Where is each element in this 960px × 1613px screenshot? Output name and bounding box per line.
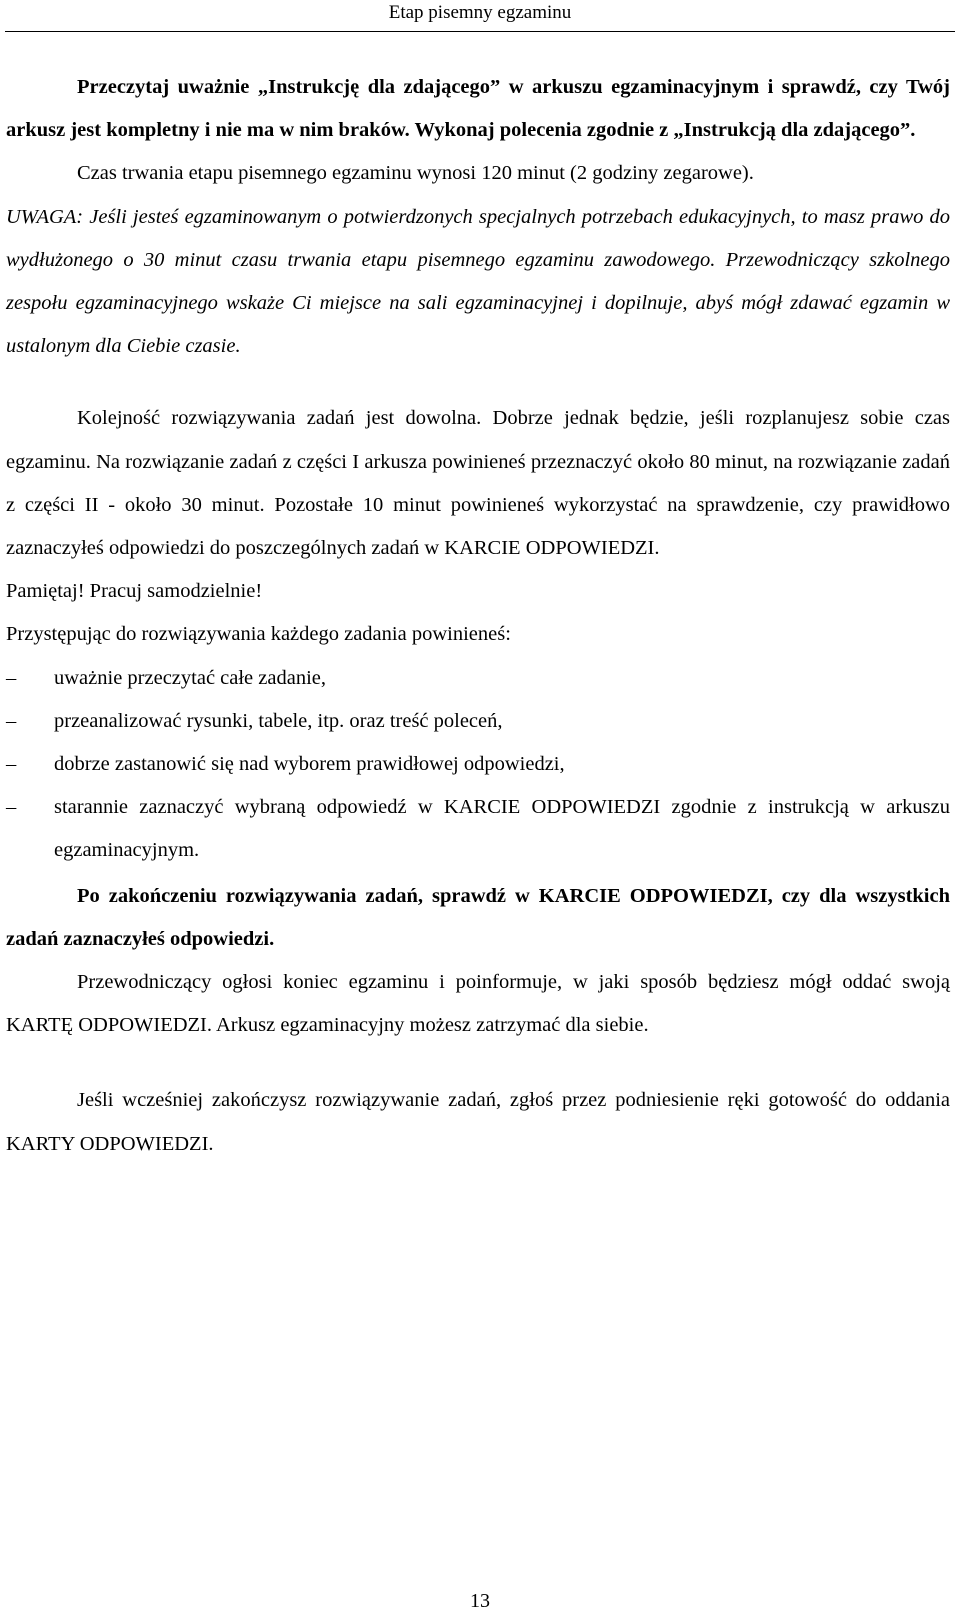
- list-item: [6, 786, 950, 872]
- list-item: [6, 743, 950, 786]
- early-finish-paragraph: Jeśli wcześniej zakończysz rozwiązywanie zadań, zgłoś przez podniesienie ręki gotowość do oddania KARTY ODPOWIEDZI.: [6, 1089, 950, 1155]
- list-item: [6, 700, 950, 743]
- list-item-text: przeanalizować rysunki, tabele, itp. oraz treść poleceń,: [54, 709, 503, 732]
- warning-paragraph: UWAGA: Jeśli jesteś egzaminowanym o potwierdzonych specjalnych potrzebach edukacyjnych, to masz prawo do wydłużonego o 30 minut czasu trwania etapu pisemnego egzaminu zawodowego. Przewodniczący szkolnego zespołu egzaminacyjnego wskaże Ci miejsce na sali egzaminacyjnej i dopilnuje, abyś mógł zdawać egzamin w ustalonym dla Ciebie czasie.: [6, 205, 950, 358]
- list-item-text: starannie zaznaczyć wybraną odpowiedź w KARCIE ODPOWIEDZI zgodnie z instrukcją w arkuszu egzaminacyjnym.: [54, 796, 950, 862]
- dash-bullet: –: [6, 666, 17, 689]
- header-title: Etap pisemny egzaminu: [388, 2, 572, 23]
- intro-paragraph: Przeczytaj uważnie „Instrukcję dla zdającego” w arkuszu egzaminacyjnym i sprawdź, czy Twój arkusz jest kompletny i nie ma w nim braków. Wykonaj polecenia zgodnie z „Instrukcją dla zdającego”.: [6, 76, 950, 142]
- order-paragraph: Kolejność rozwiązywania zadań jest dowolna. Dobrze jednak będzie, jeśli rozplanujesz sobie czas egzaminu. Na rozwiązanie zadań z części I arkusza powinieneś przeznaczyć około 80 minut, na rozwiązanie zadań z części II - około 30 minut. Pozostałe 10 minut powinieneś wykorzystać na sprawdzenie, czy prawidłowo zaznaczyłeś odpowiedzi do poszczególnych zadań w KARCIE ODPOWIEDZI.: [6, 407, 950, 560]
- steps-list: [6, 657, 950, 873]
- page-number-text: 13: [470, 1590, 490, 1612]
- list-item: [6, 657, 950, 700]
- end-paragraph: Przewodniczący ogłosi koniec egzaminu i poinformuje, w jaki sposób będziesz mógł oddać swoją KARTĘ ODPOWIEDZI. Arkusz egzaminacyjny możesz zatrzymać dla siebie.: [6, 971, 950, 1037]
- page-header: [0, 0, 960, 30]
- duration-paragraph: Czas trwania etapu pisemnego egzaminu wynosi 120 minut (2 godziny zegarowe).: [77, 162, 754, 185]
- list-item-text: uważnie przeczytać całe zadanie,: [54, 666, 326, 689]
- header-divider: [5, 31, 955, 32]
- before-list-paragraph: Przystępując do rozwiązywania każdego zadania powinieneś:: [6, 623, 511, 646]
- check-paragraph: Po zakończeniu rozwiązywania zadań, sprawdź w KARCIE ODPOWIEDZI, czy dla wszystkich zadań zaznaczyłeś odpowiedzi.: [6, 884, 950, 950]
- remember-paragraph: Pamiętaj! Pracuj samodzielnie!: [6, 580, 263, 603]
- page-number: [0, 1590, 960, 1612]
- dash-bullet: –: [6, 753, 17, 776]
- dash-bullet: –: [6, 796, 17, 819]
- list-item-text: dobrze zastanowić się nad wyborem prawidłowej odpowiedzi,: [54, 753, 565, 776]
- instructions-body: [6, 66, 950, 1166]
- dash-bullet: –: [6, 709, 17, 732]
